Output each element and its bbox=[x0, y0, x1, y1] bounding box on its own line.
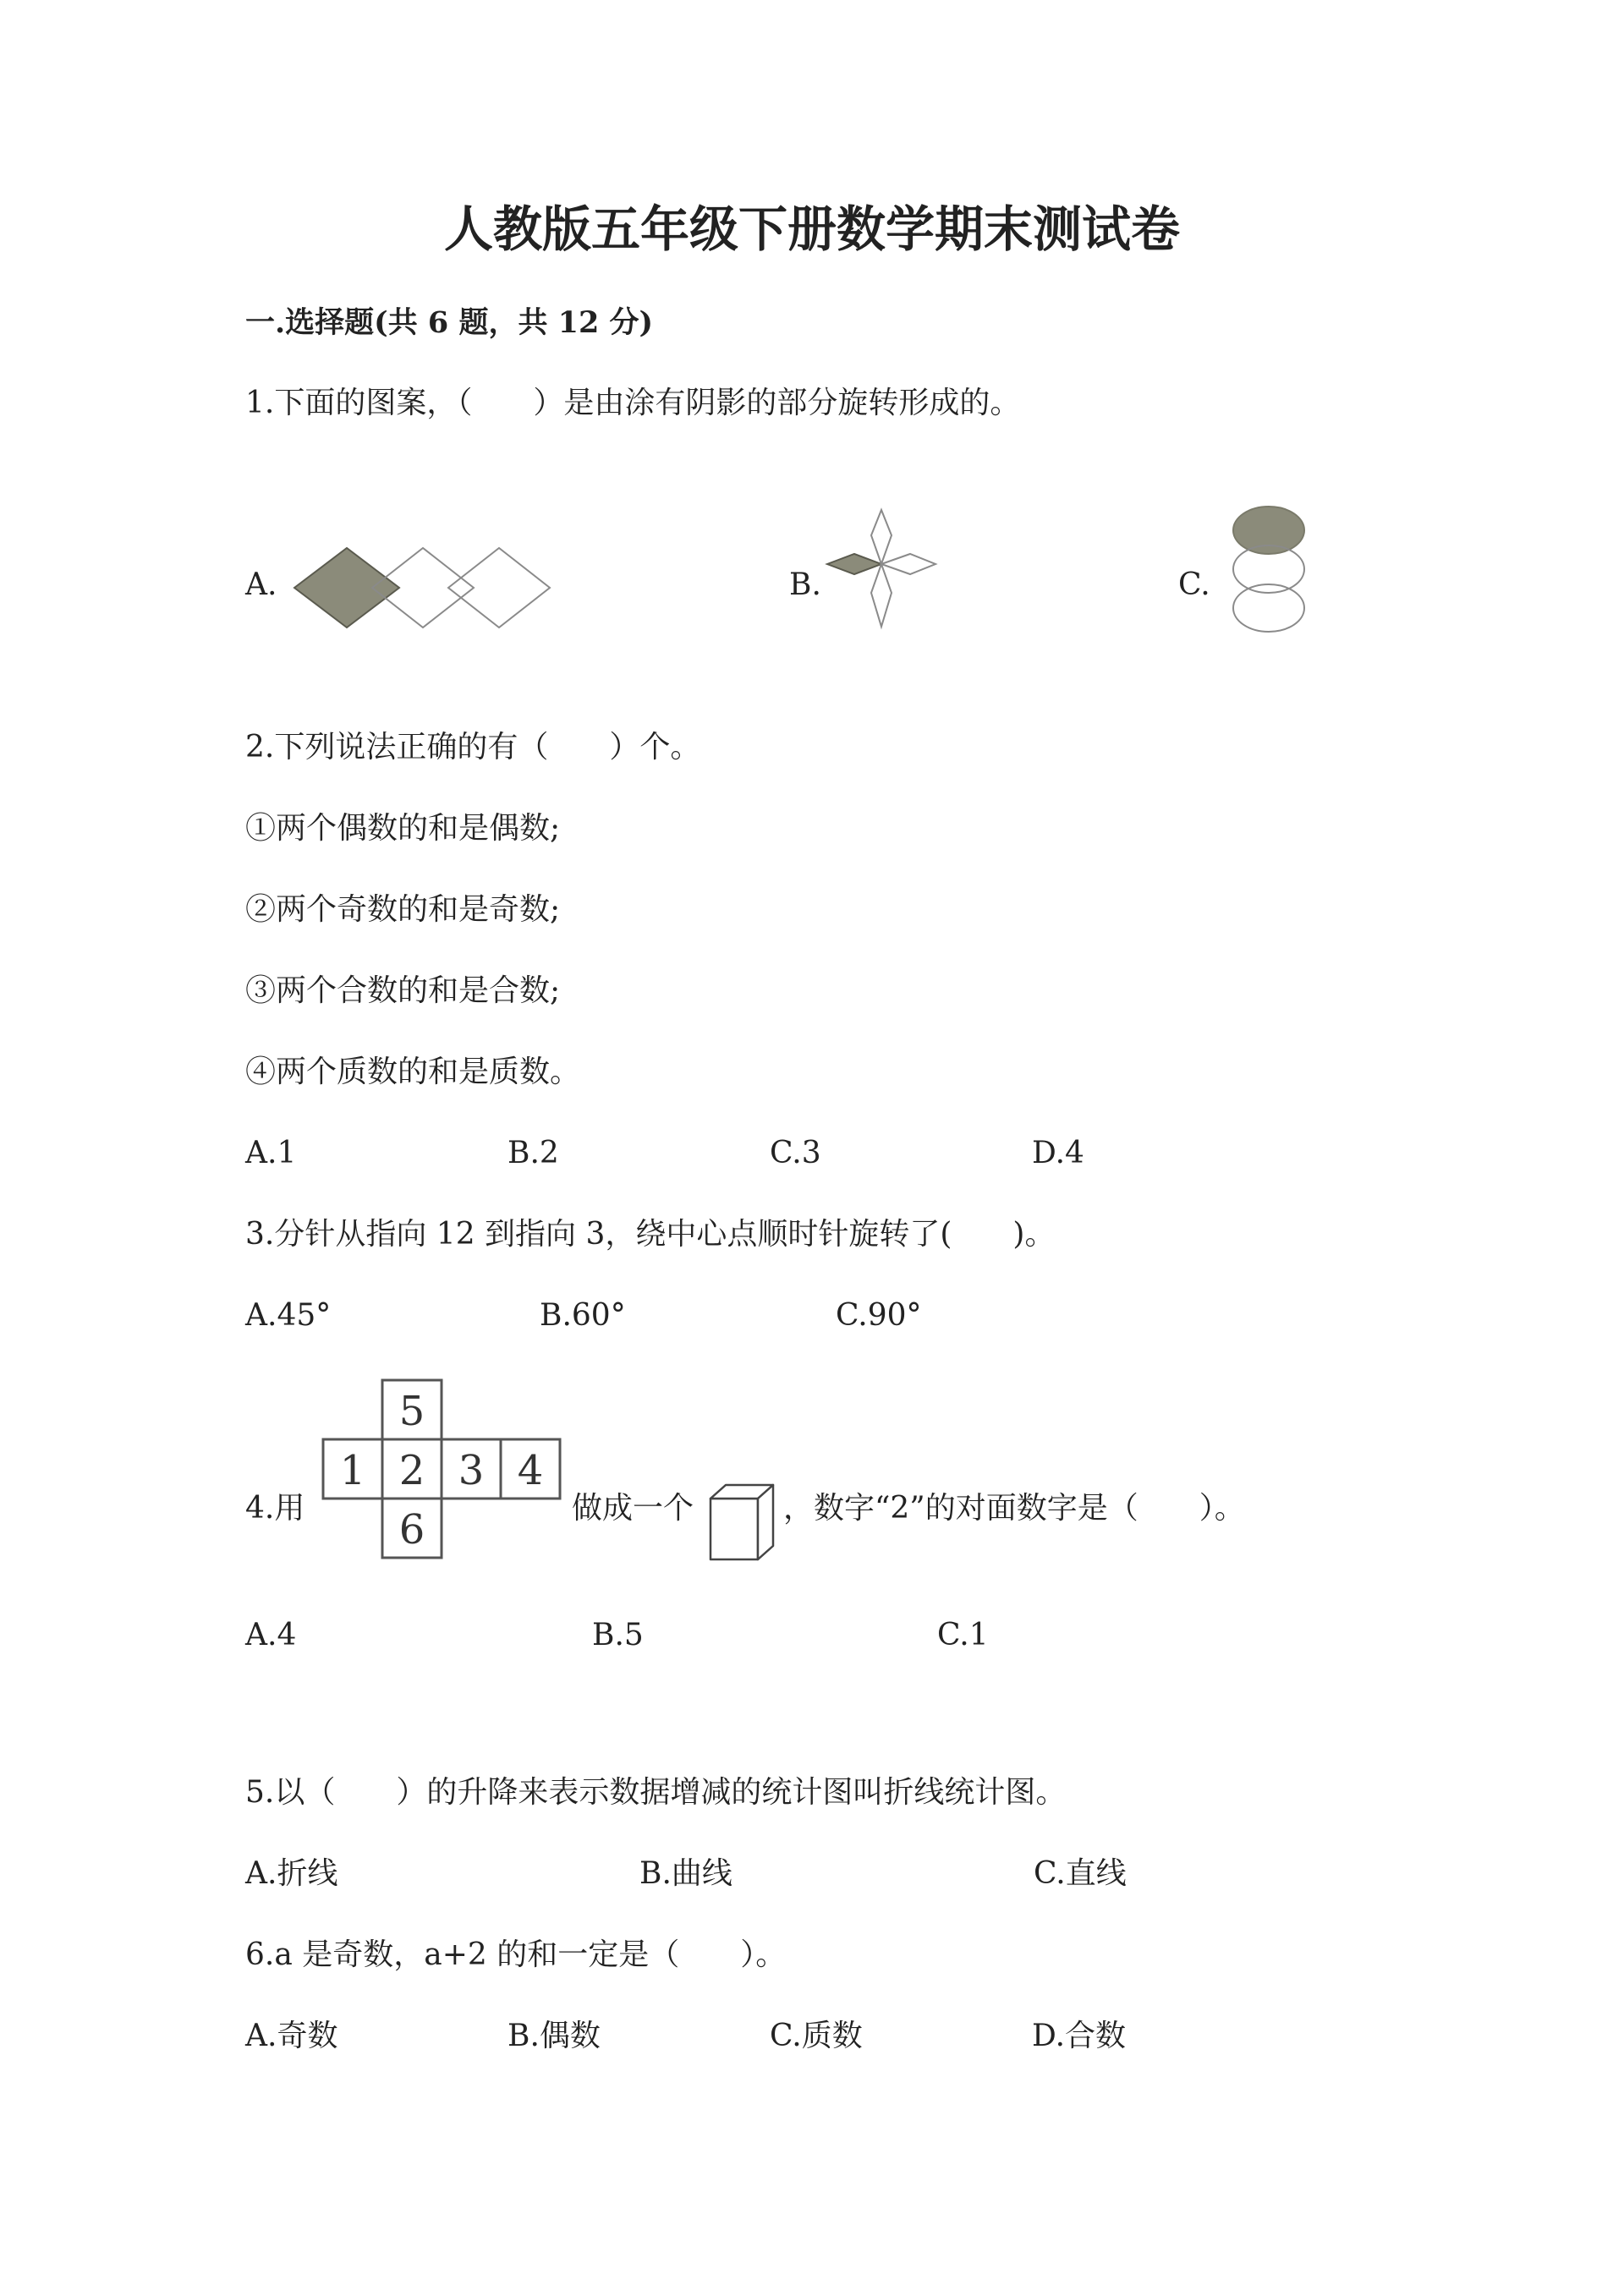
petal-top bbox=[871, 510, 892, 564]
question-3-option-c[interactable]: C.90° bbox=[836, 1298, 922, 1333]
cube-icon bbox=[707, 1482, 775, 1566]
question-2-option-d[interactable]: D.4 bbox=[1032, 1136, 1084, 1170]
figure-b-four-petals bbox=[820, 503, 956, 638]
petal-right bbox=[881, 554, 935, 574]
question-2-statement-3: ③两个合数的和是合数; bbox=[245, 973, 561, 1008]
diamond-shaded bbox=[294, 548, 399, 627]
net-face-row-4: 4 bbox=[517, 1447, 544, 1494]
question-1-option-a[interactable]: A. bbox=[245, 567, 277, 602]
section-heading: 一.选择题(共 6 题，共 12 分) bbox=[245, 305, 654, 340]
question-6-option-a[interactable]: A.奇数 bbox=[245, 2019, 338, 2053]
question-2-option-c[interactable]: C.3 bbox=[770, 1136, 821, 1170]
question-4-option-c[interactable]: C.1 bbox=[937, 1618, 989, 1652]
question-2-statement-2: ②两个奇数的和是奇数; bbox=[245, 892, 561, 927]
net-face-row-3: 3 bbox=[458, 1447, 485, 1494]
question-3-option-b[interactable]: B.60° bbox=[540, 1298, 626, 1333]
net-face-row-1: 1 bbox=[339, 1447, 366, 1494]
page-title: 人教版五年级下册数学期末测试卷 bbox=[443, 200, 1180, 258]
question-3-option-a[interactable]: A.45° bbox=[245, 1298, 332, 1333]
question-4-middle: 做成一个 bbox=[572, 1491, 694, 1526]
diamond-outline-2 bbox=[448, 548, 550, 627]
question-4-suffix: ，数字“2”的对面数字是（ ）。 bbox=[783, 1491, 1245, 1526]
question-1-stem: 1.下面的图案，（ ）是由涂有阴影的部分旋转形成的。 bbox=[245, 386, 1021, 420]
question-1-option-c[interactable]: C. bbox=[1178, 567, 1210, 602]
question-5-option-b[interactable]: B.曲线 bbox=[639, 1856, 732, 1891]
question-6-stem: 6.a 是奇数，a+2 的和一定是（ ）。 bbox=[245, 1937, 787, 1972]
question-2-stem: 2.下列说法正确的有（ ）个。 bbox=[245, 730, 701, 764]
question-5-option-c[interactable]: C.直线 bbox=[1034, 1856, 1127, 1891]
question-6-option-b[interactable]: B.偶数 bbox=[508, 2019, 601, 2053]
petal-bottom bbox=[871, 564, 892, 627]
question-2-option-b[interactable]: B.2 bbox=[508, 1136, 559, 1170]
net-face-bottom: 6 bbox=[398, 1506, 425, 1553]
figure-a-rotated-diamonds bbox=[292, 541, 562, 634]
question-3-stem: 3.分针从指向 12 到指向 3，绕中心点顺时针旋转了( )。 bbox=[245, 1217, 1056, 1252]
net-face-row-2: 2 bbox=[398, 1447, 425, 1494]
question-1-option-b[interactable]: B. bbox=[789, 567, 821, 602]
petal-shaded bbox=[827, 554, 881, 574]
figure-c-stacked-ellipses bbox=[1218, 503, 1320, 638]
question-5-stem: 5.以（ ）的升降来表示数据增减的统计图叫折线统计图。 bbox=[245, 1775, 1067, 1810]
question-2-option-a[interactable]: A.1 bbox=[245, 1136, 297, 1170]
question-2-statement-1: ①两个偶数的和是偶数; bbox=[245, 811, 561, 846]
question-4-option-a[interactable]: A.4 bbox=[245, 1618, 297, 1652]
ellipse-outline-2 bbox=[1233, 584, 1304, 632]
cube-net-figure bbox=[321, 1377, 562, 1559]
question-4-option-b[interactable]: B.5 bbox=[592, 1618, 644, 1652]
question-2-statement-4: ④两个质数的和是质数。 bbox=[245, 1055, 581, 1089]
net-face-top: 5 bbox=[398, 1388, 425, 1435]
ellipse-shaded bbox=[1233, 507, 1304, 554]
question-6-option-d[interactable]: D.合数 bbox=[1032, 2019, 1127, 2053]
question-4-prefix: 4.用 bbox=[245, 1491, 305, 1526]
question-5-option-a[interactable]: A.折线 bbox=[245, 1856, 338, 1891]
question-6-option-c[interactable]: C.质数 bbox=[770, 2019, 863, 2053]
